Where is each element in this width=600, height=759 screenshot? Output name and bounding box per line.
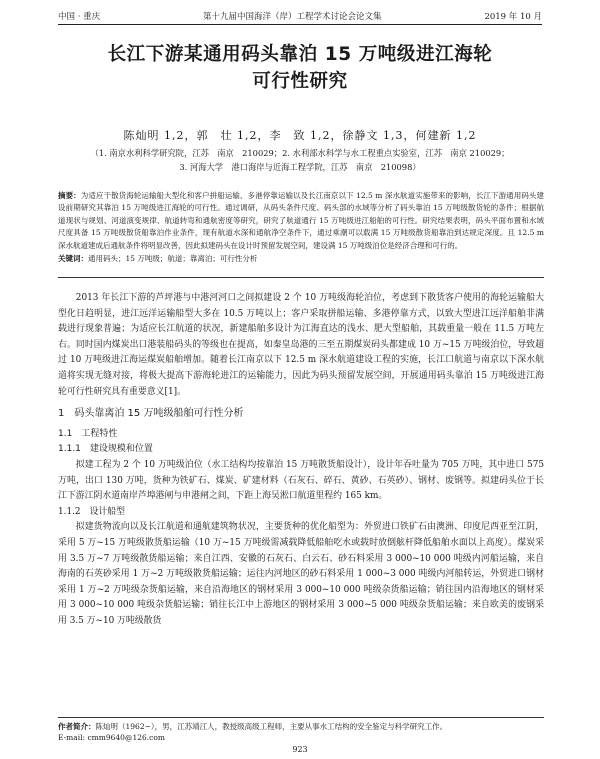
affiliations: [58, 146, 542, 174]
affiliation-line: （1. 南京水利科学研究院，江苏 南京 210029；2. 水利部水科学与水工程重点实验室，江苏 南京 210029；: [90, 148, 510, 158]
abstract-divider: [58, 277, 544, 278]
section-heading-1: 1 码头靠离泊 15 万吨级船舶可行性分析: [58, 408, 244, 420]
abstract-block: [58, 190, 544, 265]
footnote-email: E-mail: cmm9640@126.com: [58, 733, 165, 742]
affiliation-line: 3. 河海大学 港口海岸与近海工程学院，江苏 南京 210098）: [179, 162, 421, 172]
paper-title: [40, 41, 560, 95]
header-proceedings: 第十九届中国海洋（岸）工程学术讨论会论文集: [203, 12, 382, 22]
running-header: [58, 5, 542, 25]
abstract-label: 摘要：: [58, 191, 81, 200]
title-line-2: 可行性研究: [252, 71, 348, 92]
section-heading-1-1-2: 1.1.2 设计船型: [58, 506, 125, 517]
footnote-text: 陈灿明（1962~），男，江苏靖江人，教授级高级工程师，主要从事水工结构的安全鉴定与科学研究工作。: [95, 722, 448, 731]
author-footnote: [58, 717, 544, 743]
author-list: 陈灿明 1,2，郭 壮 1,2，李 致 1,2，徐静文 1,3，何建新 1,2: [123, 129, 477, 142]
body-text: [58, 291, 544, 629]
page-number: 923: [292, 745, 308, 754]
paragraph-scale-location: 拟建工程为 2 个 10 万吨级泊位（水工结构均按靠泊 15 万吨散货船设计），设计年吞吐量为 705 万吨，其中进口 575 万吨，出口 130 万吨，货种为铁矿石、煤炭、矿建材料（石灰石、碎石、黄砂、石英砂）、钢材、废钢等。拟建码头位于长江下游江阴水道南岸芦埠港闸与申港闸之间，下距上海吴淞口航道里程约 165 km。: [58, 459, 544, 502]
keywords-label: 关键词：: [58, 254, 88, 264]
header-location: 中国 · 重庆: [58, 12, 101, 22]
section-heading-1-1: 1.1 工程特性: [58, 428, 118, 439]
intro-paragraph: 2013 年长江下游的芦坪港与中港河河口之间拟建设 2 个 10 万吨级海轮泊位，考虑到下散货客户使用的海轮运输船大型化日趋明显，进江远洋运输船型大多在 10.5 万吨以上；客户采取拼船运输、多港停靠方式，以致大型进江远洋船舶非满载进行现象普遍；为适应长江航道的状况，新建船舶多设计为江海直达的浅水、肥大型船舶，其载重量一般在 11.5 万吨左右。同时国内煤炭出口港装船码头的等级也在提高，如秦皇岛港的三至五期煤炭码头都建成 10 万~15 万吨级泊位，导致超过 10 万吨级进江海运煤炭船舶增加。随着长江南京以下 12.5 m 深水航道建设工程的实施，长江口航道与南京以下深水航道将实现无缝对接，将极大提高下游海轮进江的运输能力，因此为码头预留发展空间，开展通用码头靠泊 15 万吨级进江海轮可行性研究具有重要意义[1]。: [58, 293, 544, 397]
keywords-text: 通用码头；15 万吨级；航道；靠离泊；可行性分析: [88, 254, 258, 264]
abstract: [58, 190, 544, 252]
section-heading-1-1-1: 1.1.1 建设规模和位置: [58, 444, 153, 455]
paragraph-design-ship: 拟建货物流向以及长江航道和通航建筑物状况，主要货种的优化船型为：外贸进口铁矿石由澳洲、印度尼西亚至江阴，采用 5 万~15 万吨级散货船运输（10 万~15 万吨级需减载降低船舶吃水或载时放倒舷杆降低船舶水面以上高度）。煤炭采用 3.5 万~7 万吨级散货船运输；来自江西、安徽的石灰石、白云石、砂石料采用 3 000~10 000 吨级内河船运输，来自海南的石英砂采用 1 万~2 万吨级散货船运输；运往内河地区的砂石料采用 1 000~3 000 吨级内河船转运，外贸进口钢材采用 1 万~2 万吨级杂货船运输，来自沿海地区的钢材采用 3 000~10 000 吨级杂货船运输；销往国内沿海地区的钢材采用 3 000~10 000 吨级杂货船运输；销往长江中上游地区的钢材采用 3 000~5 000 吨级杂货船运输；来自欧美的废钢采用 3.5 万~10 万吨级散货: [58, 522, 544, 626]
abstract-text: 为适应干散货海轮运输船大型化和客户拼船运输、多港停靠运输以及长江南京以下 12.5 m 深水航道实施带来的影响，长江下游通用码头建设前期研究其靠泊 15 万吨级进江海轮的可行性。通过调研，从码头条件尺度、码头部的水域等分析了码头靠泊 15 万吨级散货轮的条件；根据航道现状与规划、河道演变规律、航道转弯和通航密度等研究，研究了航道通行 15 万吨级进江船舶的可行性。研究结果表明，码头平面布置和水域尺度具备 15 万吨级散货船靠泊作业条件，现有航道水深和通航净空条件下，通过乘潮可以载满 15 万吨级散货船靠泊到达规定深度。且 12.5 m 深水航道建成后通航条件将明显改善，因此拟建码头在设计时预留发展空间，建设满 15 万吨级泊位是经济合理和可行的。: [58, 191, 544, 250]
title-line-1: 长江下游某通用码头靠泊 15 万吨级进江海轮: [107, 44, 493, 65]
header-date: 2019 年 10 月: [484, 12, 542, 22]
footnote-bio: [58, 721, 544, 732]
keywords: [58, 253, 544, 265]
footnote-label: 作者简介：: [58, 722, 96, 731]
